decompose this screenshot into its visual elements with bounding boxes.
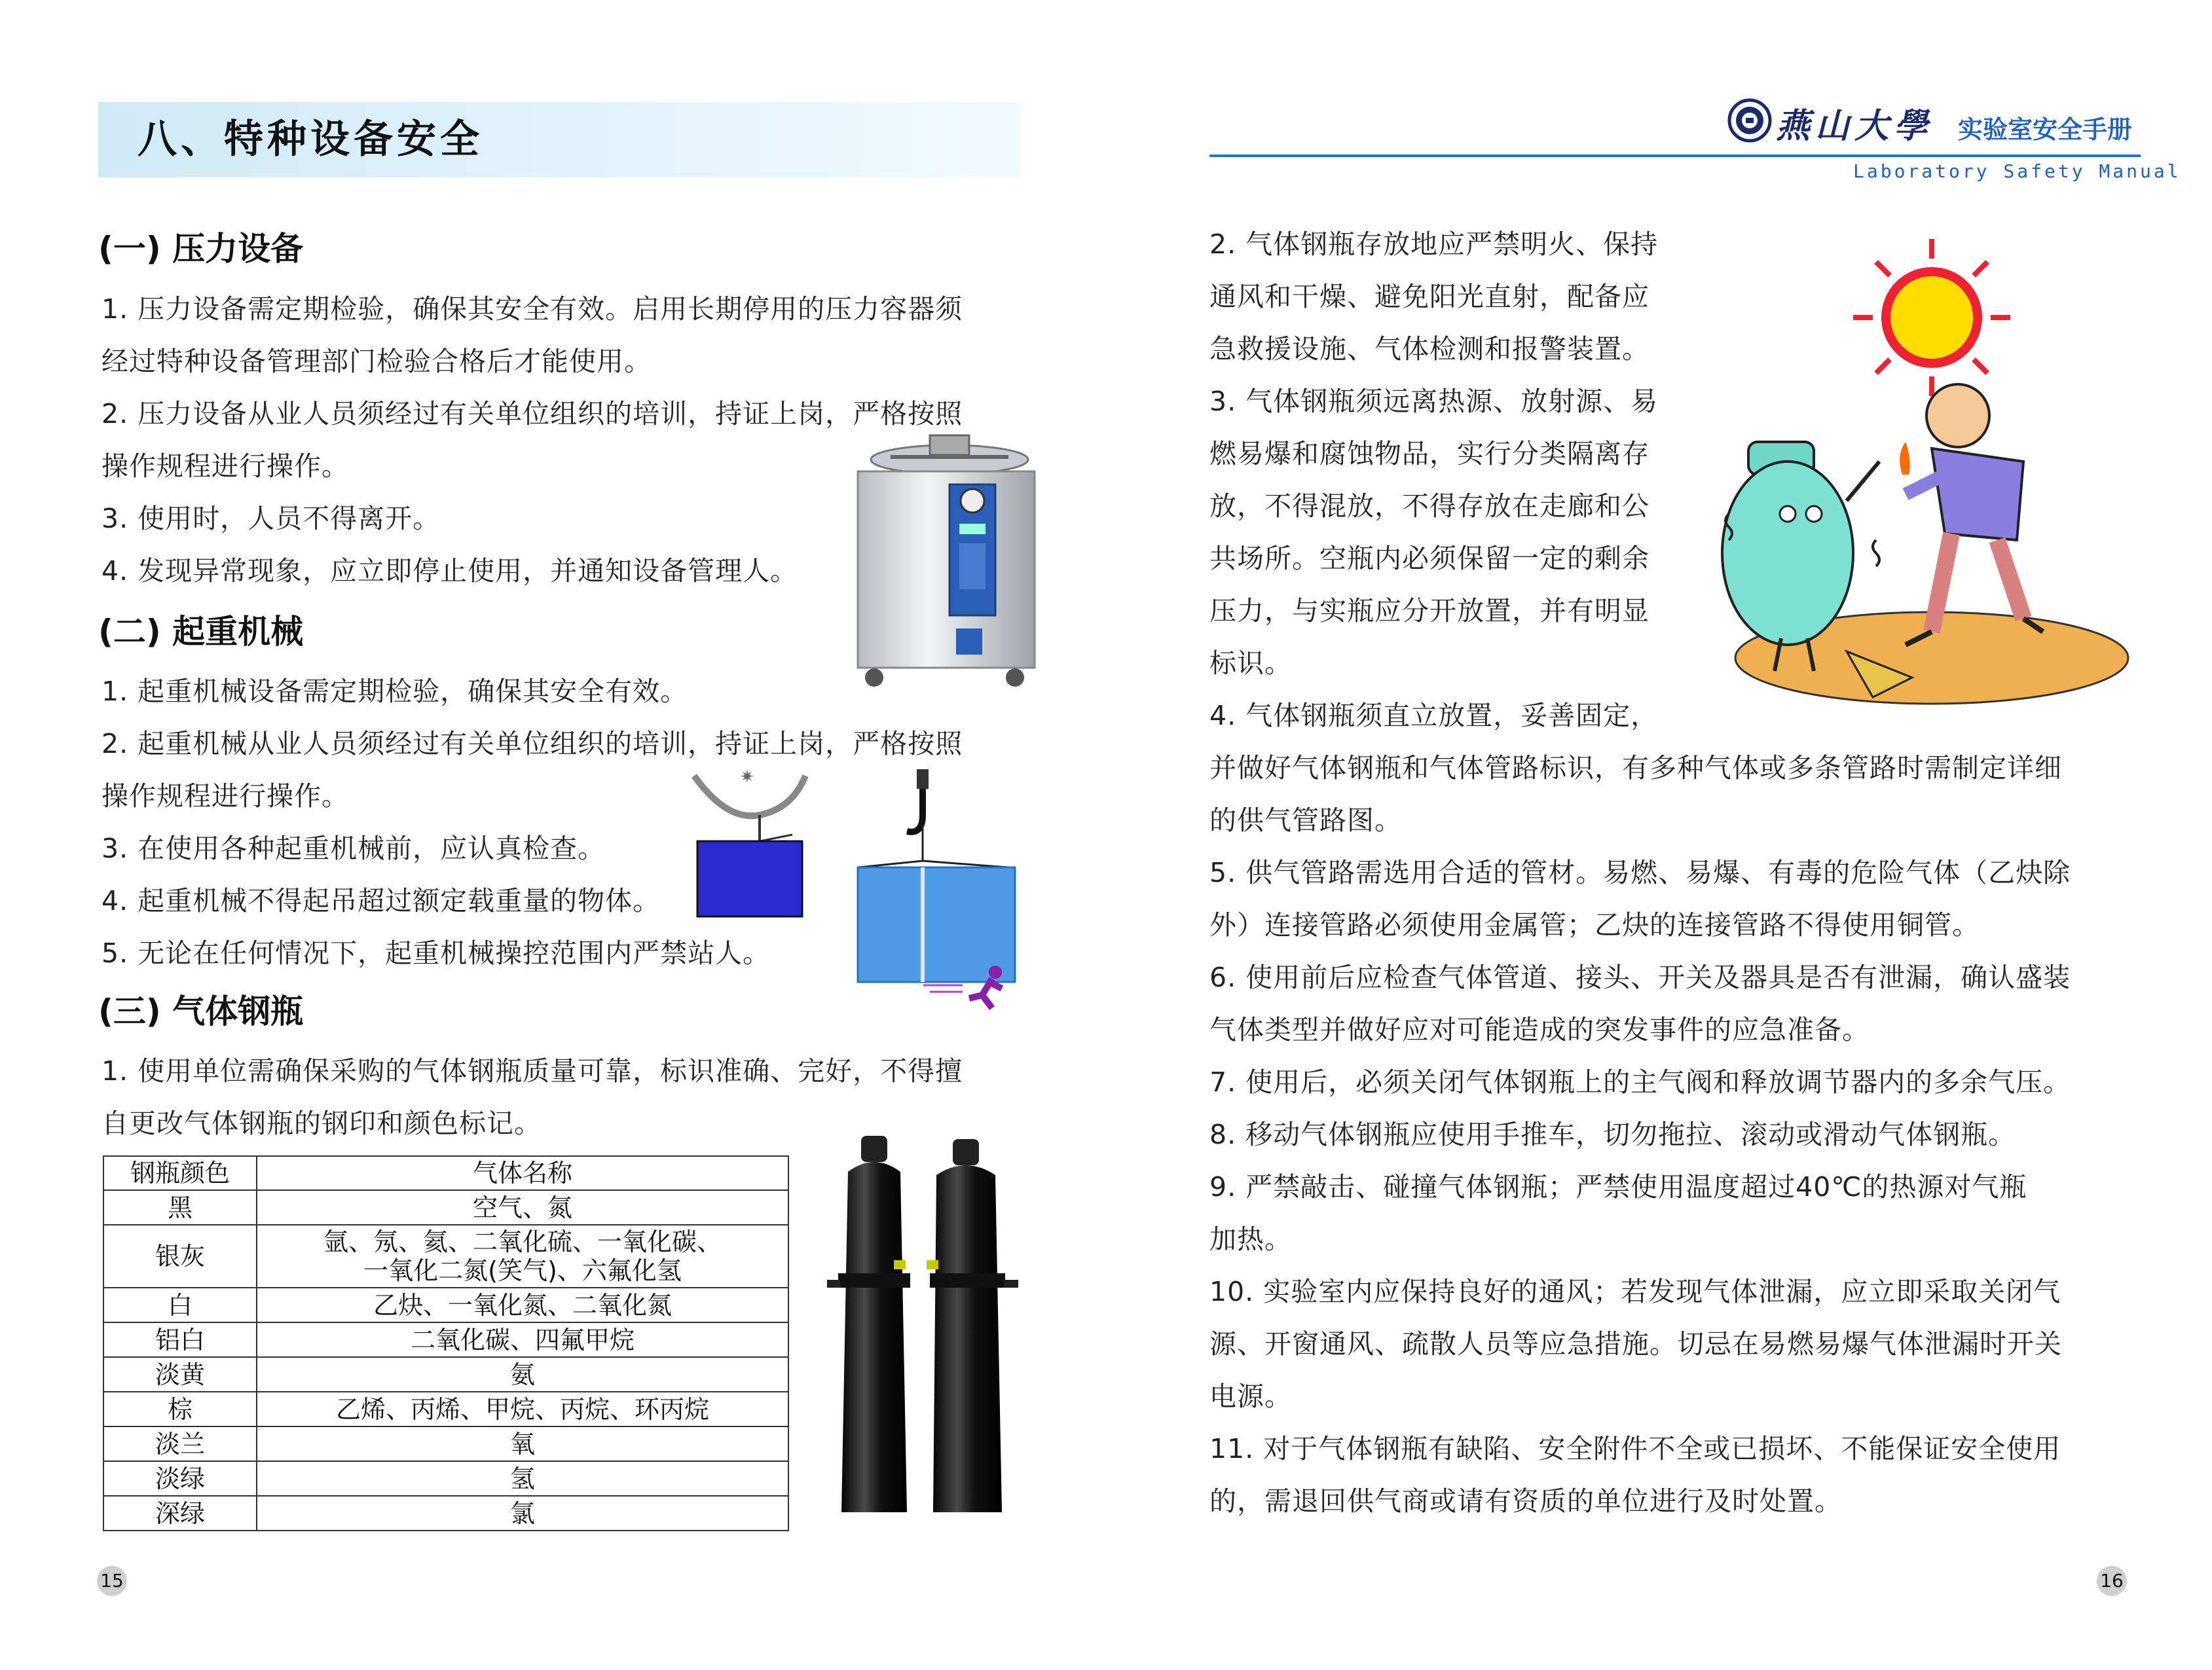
paragraph-line: 标识。 — [1209, 647, 1292, 679]
table-cell: 氨 — [257, 1357, 788, 1392]
svg-text:✷: ✷ — [740, 767, 754, 787]
table-row — [103, 1322, 788, 1357]
section-title-crane: (二) 起重机械 — [98, 613, 304, 651]
table-cell: 乙炔、一氧化氮、二氧化氮 — [257, 1288, 788, 1322]
paragraph-line: 5. 无论在任何情况下，起重机械操控范围内严禁站人。 — [101, 937, 771, 969]
table-cell: 二氧化碳、四氟甲烷 — [257, 1322, 788, 1357]
paragraph-line: 的供气管路图。 — [1209, 805, 1402, 836]
paragraph-line: 7. 使用后，必须关闭气体钢瓶上的主气阀和释放调节器内的多余气压。 — [1209, 1066, 2071, 1098]
section-title-gas-cylinder: (三) 气体钢瓶 — [98, 992, 304, 1030]
table-cell-line: 氩、氖、氦、二氧化硫、一氧化碳、 — [323, 1227, 722, 1256]
paragraph-line: 1. 起重机械设备需定期检验，确保其安全有效。 — [101, 676, 688, 707]
table-row — [103, 1426, 788, 1461]
table-header: 钢瓶颜色 — [103, 1156, 257, 1190]
table-cell: 深绿 — [103, 1496, 257, 1531]
paragraph-line: 放，不得混放，不得存放在走廊和公 — [1209, 490, 1650, 522]
paragraph-line: 5. 供气管路需选用合适的管材。易燃、易爆、有毒的危险气体（乙炔除 — [1209, 857, 2071, 888]
paragraph-line: 9. 严禁敲击、碰撞气体钢瓶；严禁使用温度超过40℃的热源对气瓶 — [1209, 1171, 2027, 1203]
cylinder-color-table — [103, 1155, 789, 1531]
paragraph-line: 压力，与实瓶应分开放置，并有明显 — [1209, 595, 1650, 626]
table-cell: 淡黄 — [103, 1357, 257, 1392]
table-cell-line: 一氧化二氮(笑气)、六氟化氢 — [363, 1256, 682, 1285]
paragraph-line: 并做好气体钢瓶和气体管路标识，有多种气体或多条管路时需制定详细 — [1209, 752, 2062, 784]
paragraph-line: 2. 压力设备从业人员须经过有关单位组织的培训，持证上岗，严格按照 — [101, 398, 963, 429]
autoclave-illustration — [851, 432, 1041, 694]
table-cell: 铝白 — [103, 1322, 257, 1357]
gas-rules-wide-block — [1209, 742, 2071, 1527]
table-header-row — [103, 1156, 788, 1190]
paragraph-line: 6. 使用前后应检查气体管道、接头、开关及器具是否有泄漏，确认盛装 — [1209, 962, 2071, 993]
paragraph-line: 外）连接管路必须使用金属管；乙炔的连接管路不得使用铜管。 — [1209, 909, 1980, 941]
paragraph-line: 燃易爆和腐蚀物品，实行分类隔离存 — [1209, 438, 1650, 469]
paragraph-line: 源、开窗通风、疏散人员等应急措施。切忌在易燃易爆气体泄漏时开关 — [1209, 1328, 2062, 1360]
table-row — [103, 1461, 788, 1496]
paragraph-line: 的，需退回供气商或请有资质的单位进行及时处置。 — [1209, 1485, 1842, 1517]
gas-rules-narrow-block — [1209, 218, 1658, 742]
table-cell — [257, 1225, 788, 1288]
table-cell: 氧 — [257, 1426, 788, 1461]
chapter-title: 八、特种设备安全 — [138, 117, 483, 162]
paragraph-line: 经过特种设备管理部门检验合格后才能使用。 — [101, 346, 652, 377]
crane-load-illustration — [688, 763, 1028, 1011]
paragraph-line: 3. 使用时，人员不得离开。 — [101, 503, 441, 534]
manual-title-en: Laboratory Safety Manual — [1853, 160, 2181, 182]
university-name-logo: 燕山大學 — [1776, 106, 1934, 146]
header-divider — [1209, 154, 2141, 157]
paragraph-line: 2. 气体钢瓶存放地应严禁明火、保持 — [1209, 228, 1659, 260]
page-number-left: 15 — [97, 1566, 127, 1596]
table-cell: 黑 — [103, 1190, 257, 1225]
paragraph-line: 共场所。空瓶内必须保留一定的剩余 — [1209, 543, 1650, 574]
table-row — [103, 1496, 788, 1531]
paragraph-line: 8. 移动气体钢瓶应使用手推车，切勿拖拉、滚动或滑动气体钢瓶。 — [1209, 1119, 2016, 1150]
table-row — [103, 1392, 788, 1426]
paragraph-line: 4. 发现异常现象，应立即停止使用，并通知设备管理人。 — [101, 555, 798, 587]
paragraph-line: 通风和干燥、避免阳光直射，配备应 — [1209, 281, 1650, 312]
table-cell: 银灰 — [103, 1225, 257, 1288]
paragraph-line: 4. 气体钢瓶须直立放置，妥善固定， — [1209, 700, 1659, 731]
paragraph-line: 3. 在使用各种起重机械前，应认真检查。 — [101, 833, 606, 864]
section-title-pressure: (一) 压力设备 — [98, 230, 304, 268]
paragraph-line: 气体类型并做好应对可能造成的突发事件的应急准备。 — [1209, 1014, 1870, 1045]
paragraph-line: 1. 压力设备需定期检验，确保其安全有效。启用长期停用的压力容器须 — [101, 293, 963, 325]
paragraph-line: 4. 起重机械不得起吊超过额定载重量的物体。 — [101, 885, 661, 917]
paragraph-line: 自更改气体钢瓶的钢印和颜色标记。 — [101, 1108, 542, 1139]
table-cell: 氯 — [257, 1496, 788, 1531]
table-cell: 白 — [103, 1288, 257, 1322]
paragraph-line: 10. 实验室内应保持良好的通风；若发现气体泄漏，应立即采取关闭气 — [1209, 1276, 2061, 1307]
paragraph-line: 电源。 — [1209, 1381, 1292, 1412]
table-cell: 棕 — [103, 1392, 257, 1426]
paragraph-line: 操作规程进行操作。 — [101, 450, 349, 482]
paragraph-line: 加热。 — [1209, 1224, 1292, 1255]
table-header: 气体名称 — [257, 1156, 788, 1190]
paragraph-line: 急救援设施、气体检测和报警装置。 — [1209, 333, 1650, 365]
table-row — [103, 1225, 788, 1288]
table-cell: 空气、氮 — [257, 1190, 788, 1225]
paragraph-line: 操作规程进行操作。 — [101, 780, 349, 812]
gas-cylinders-illustration — [822, 1133, 1025, 1525]
manual-title-cn: 实验室安全手册 — [1958, 115, 2133, 144]
table-row — [103, 1288, 788, 1322]
paragraph-line: 11. 对于气体钢瓶有缺陷、安全附件不全或已损坏、不能保证安全使用 — [1209, 1433, 2061, 1464]
table-row — [103, 1357, 788, 1392]
page-number-right: 16 — [2097, 1566, 2127, 1596]
table-cell: 乙烯、丙烯、甲烷、丙烷、环丙烷 — [257, 1392, 788, 1426]
paragraph-line: 1. 使用单位需确保采购的气体钢瓶质量可靠，标识准确、完好，不得擅 — [101, 1055, 963, 1087]
table-row — [103, 1190, 788, 1225]
table-cell: 淡绿 — [103, 1461, 257, 1496]
table-cell: 淡兰 — [103, 1426, 257, 1461]
paragraph-line: 3. 气体钢瓶须远离热源、放射源、易 — [1209, 386, 1659, 417]
paragraph-line: 2. 起重机械从业人员须经过有关单位组织的培训，持证上岗，严格按照 — [101, 728, 963, 759]
section-body-pressure — [101, 283, 963, 597]
university-seal-icon — [1727, 98, 1772, 143]
table-cell: 氢 — [257, 1461, 788, 1496]
cylinder-fire-hazard-cartoon — [1716, 265, 2135, 710]
